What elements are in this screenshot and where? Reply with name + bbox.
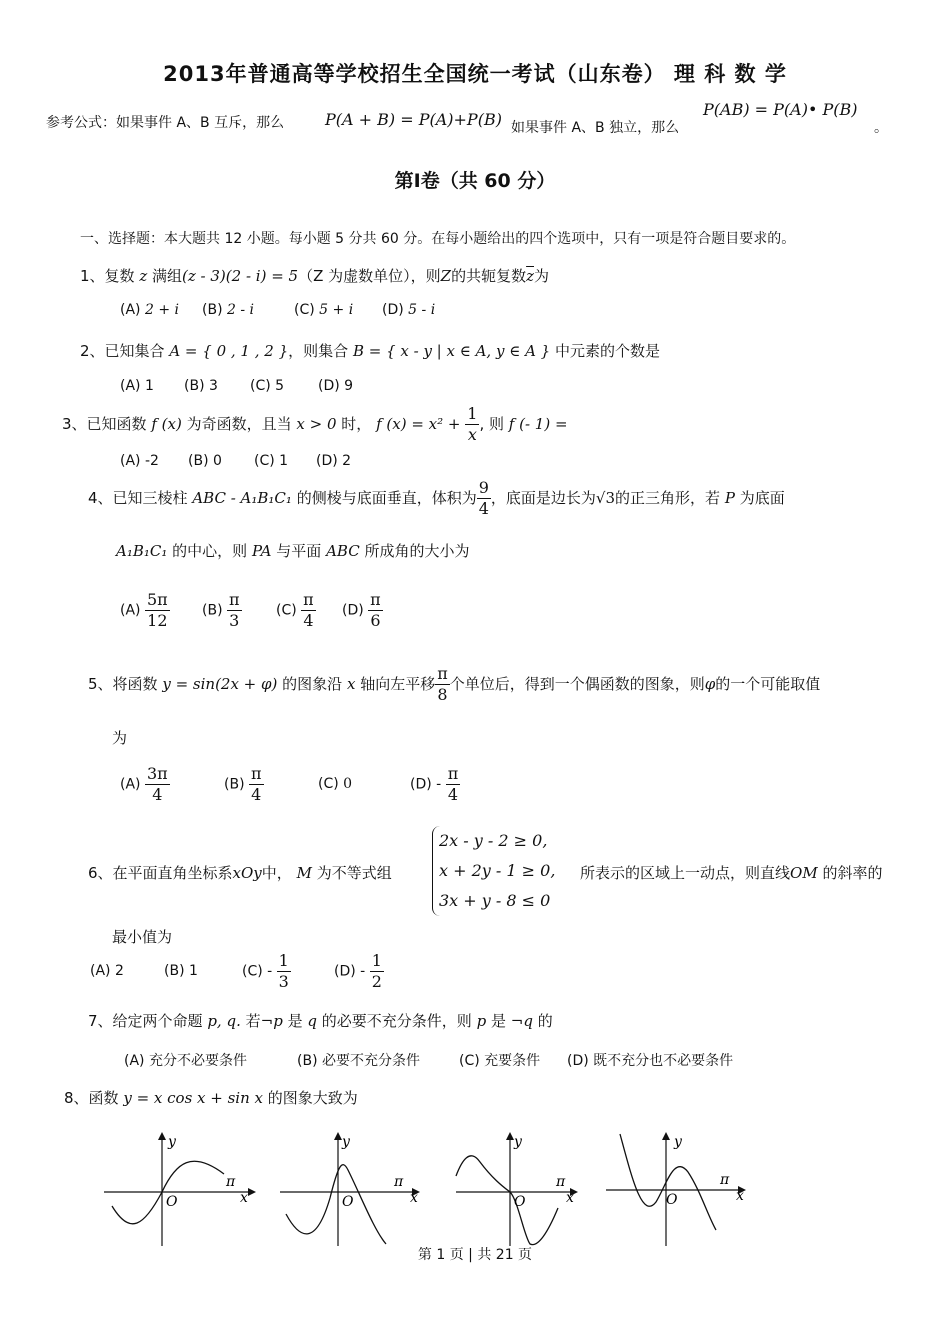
origin-label: O — [166, 1194, 178, 1210]
q4-option-b[interactable]: (B) $\frac{\pi}{3}$ — [202, 590, 240, 630]
q3-option-c[interactable]: (C) 1 — [254, 453, 289, 469]
q4-option-d[interactable]: (D) $\frac{\pi}{6}$ — [342, 590, 381, 630]
question-6-tail: 所表示的区域上一动点，则直线OM 的斜率的 — [580, 864, 883, 882]
q4-option-c[interactable]: (C) $\frac{\pi}{4}$ — [276, 590, 314, 630]
formula-independent: P(AB) = P(A)• P(B) — [703, 100, 858, 119]
q6-option-d[interactable]: (D) - $\frac{1}{2}$ — [334, 951, 382, 991]
q1-option-a[interactable]: (A) 2 + i — [120, 302, 179, 318]
x-axis-label: x — [410, 1190, 418, 1206]
question-5-line-2: 为 — [112, 729, 128, 747]
q6-inequality-system — [432, 826, 555, 916]
x-axis-label: x — [566, 1190, 574, 1206]
q3-fraction: $\frac{1}{x}$ — [467, 404, 478, 444]
q7-option-d[interactable]: (D) 既不充分也不必要条件 — [567, 1053, 734, 1069]
question-6: 6、在平面直角坐标系xOy中， M 为不等式组 — [88, 864, 392, 882]
q3-option-b[interactable]: (B) 0 — [188, 453, 222, 469]
q1-z: z — [139, 267, 148, 285]
q1-text: 满组 — [152, 267, 183, 285]
q5-option-b[interactable]: (B) $\frac{\pi}{4}$ — [224, 764, 262, 804]
q5-option-c[interactable]: (C) 0 — [318, 776, 353, 792]
q1-text: 1、复数 — [80, 267, 135, 285]
q1-zbar: $\overline{z}$ — [526, 267, 534, 285]
q8-graph-c[interactable] — [452, 1128, 602, 1248]
q1-Z: Z — [440, 267, 452, 285]
q6-option-c[interactable]: (C) - $\frac{1}{3}$ — [242, 951, 289, 991]
q2-option-c[interactable]: (C) 5 — [250, 378, 285, 394]
q5-option-a[interactable]: (A) $\frac{3\pi}{4}$ — [120, 764, 168, 804]
y-axis-label: y — [342, 1134, 350, 1150]
q8-graph-a[interactable] — [100, 1128, 260, 1248]
origin-label: O — [666, 1192, 678, 1208]
question-6-line-2: 最小值为 — [112, 928, 173, 946]
q1-option-d[interactable]: (D) 5 - i — [382, 302, 436, 318]
q4-volume-fraction: $\frac{9}{4}$ — [478, 478, 489, 518]
q3-definition: f (x) = x² + — [376, 415, 461, 433]
q2-option-d[interactable]: (D) 9 — [318, 378, 354, 394]
question-1 — [80, 265, 549, 286]
q7-option-a[interactable]: (A) 充分不必要条件 — [124, 1053, 247, 1069]
y-axis-label: y — [514, 1134, 522, 1150]
question-3: 3、已知函数 f (x) 为奇函数，且当 x > 0 时， f (x) = x² + $\frac{1}{x}$ , 则 f (- 1) = — [62, 404, 568, 444]
question-8: 8、函数 y = x cos x + sin x 的图象大致为 — [64, 1089, 358, 1107]
q2-option-b[interactable]: (B) 3 — [184, 378, 218, 394]
page-title: 2013年普通高等学校招生全国统一考试（山东卷） 理 科 数 学 — [163, 62, 787, 86]
origin-label: O — [342, 1194, 354, 1210]
q6-option-a[interactable]: (A) 2 — [90, 963, 124, 979]
q5-shift-fraction: $\frac{\pi}{8}$ — [437, 664, 448, 704]
formula-mutually-exclusive: P(A + B) = P(A)+P(B) — [325, 110, 502, 129]
q6-inequality: 2x - y - 2 ≥ 0, — [439, 831, 548, 850]
ref-prefix: 参考公式：如果事件 A、B 互斥，那么 — [46, 115, 285, 131]
q6-inequality: x + 2y - 1 ≥ 0, — [439, 861, 556, 880]
page-footer: 第 1 页 | 共 21 页 — [417, 1247, 533, 1263]
y-axis-label: y — [674, 1134, 682, 1150]
q1-text: 的共轭复数 — [451, 267, 527, 285]
question-7: 7、给定两个命题 p, q. 若¬p 是 q 的必要不充分条件，则 p 是 ¬q 的 — [88, 1012, 553, 1030]
q2-set-b: B = { x - y | x ∈ A, y ∈ A } — [352, 342, 551, 360]
ref-middle: 如果事件 A、B 独立，那么 — [511, 120, 680, 136]
q4-option-a[interactable]: (A) $\frac{5\pi}{12}$ — [120, 590, 168, 630]
q1-text: （Z 为虚数单位），则 — [298, 267, 441, 285]
x-axis-label: x — [736, 1188, 744, 1204]
question-4: 4、已知三棱柱 ABC - A₁B₁C₁ 的侧棱与底面垂直，体积为 $\frac{9}{4}$ ，底面是边长为√3的正三角形，若 P 为底面 — [88, 478, 785, 518]
question-2: 2、已知集合 A = { 0 , 1 , 2 }，则集合 B = { x - y | x ∈ A, y ∈ A } 中元素的个数是 — [80, 342, 661, 360]
pi-label: π — [720, 1172, 730, 1188]
q1-option-b[interactable]: (B) 2 - i — [202, 302, 254, 318]
q8-graph-d[interactable] — [604, 1128, 754, 1248]
y-axis-label: y — [168, 1134, 176, 1150]
q8-graph-b[interactable] — [276, 1128, 426, 1248]
ref-end: 。 — [874, 120, 888, 136]
q6-option-b[interactable]: (B) 1 — [164, 963, 198, 979]
pi-label: π — [394, 1174, 404, 1190]
instructions: 一、选择题：本大题共 12 小题。每小题 5 分共 60 分。在每小题给出的四个选项中，只有一项是符合题目要求的。 — [80, 231, 796, 247]
q2-set-a: A = { 0 , 1 , 2 } — [169, 342, 289, 360]
q1-equation: (z - 3)(2 - i) = 5 — [182, 267, 299, 285]
q6-inequality: 3x + y - 8 ≤ 0 — [439, 891, 551, 910]
q3-option-a[interactable]: (A) -2 — [120, 453, 159, 469]
origin-label: O — [514, 1194, 526, 1210]
question-5: 5、将函数 y = sin(2x + φ) 的图象沿 x 轴向左平移 $\frac{\pi}{8}$ 个单位后，得到一个偶函数的图象，则φ的一个可能取值 — [88, 664, 821, 704]
q5-option-d[interactable]: (D) - $\frac{\pi}{4}$ — [410, 764, 459, 804]
question-4-line-2: A₁B₁C₁ 的中心，则 PA 与平面 ABC 所成角的大小为 — [116, 542, 470, 560]
q2-option-a[interactable]: (A) 1 — [120, 378, 154, 394]
section-title: 第Ⅰ卷（共 60 分） — [394, 170, 556, 192]
q7-option-c[interactable]: (C) 充要条件 — [459, 1053, 541, 1069]
q3-option-d[interactable]: (D) 2 — [316, 453, 352, 469]
x-axis-label: x — [240, 1190, 248, 1206]
q7-option-b[interactable]: (B) 必要不充分条件 — [297, 1053, 420, 1069]
q1-option-c[interactable]: (C) 5 + i — [294, 302, 354, 318]
pi-label: π — [556, 1174, 566, 1190]
pi-label: π — [226, 1174, 236, 1190]
q1-text: 为 — [534, 267, 550, 285]
reference-formula-line — [46, 112, 284, 132]
